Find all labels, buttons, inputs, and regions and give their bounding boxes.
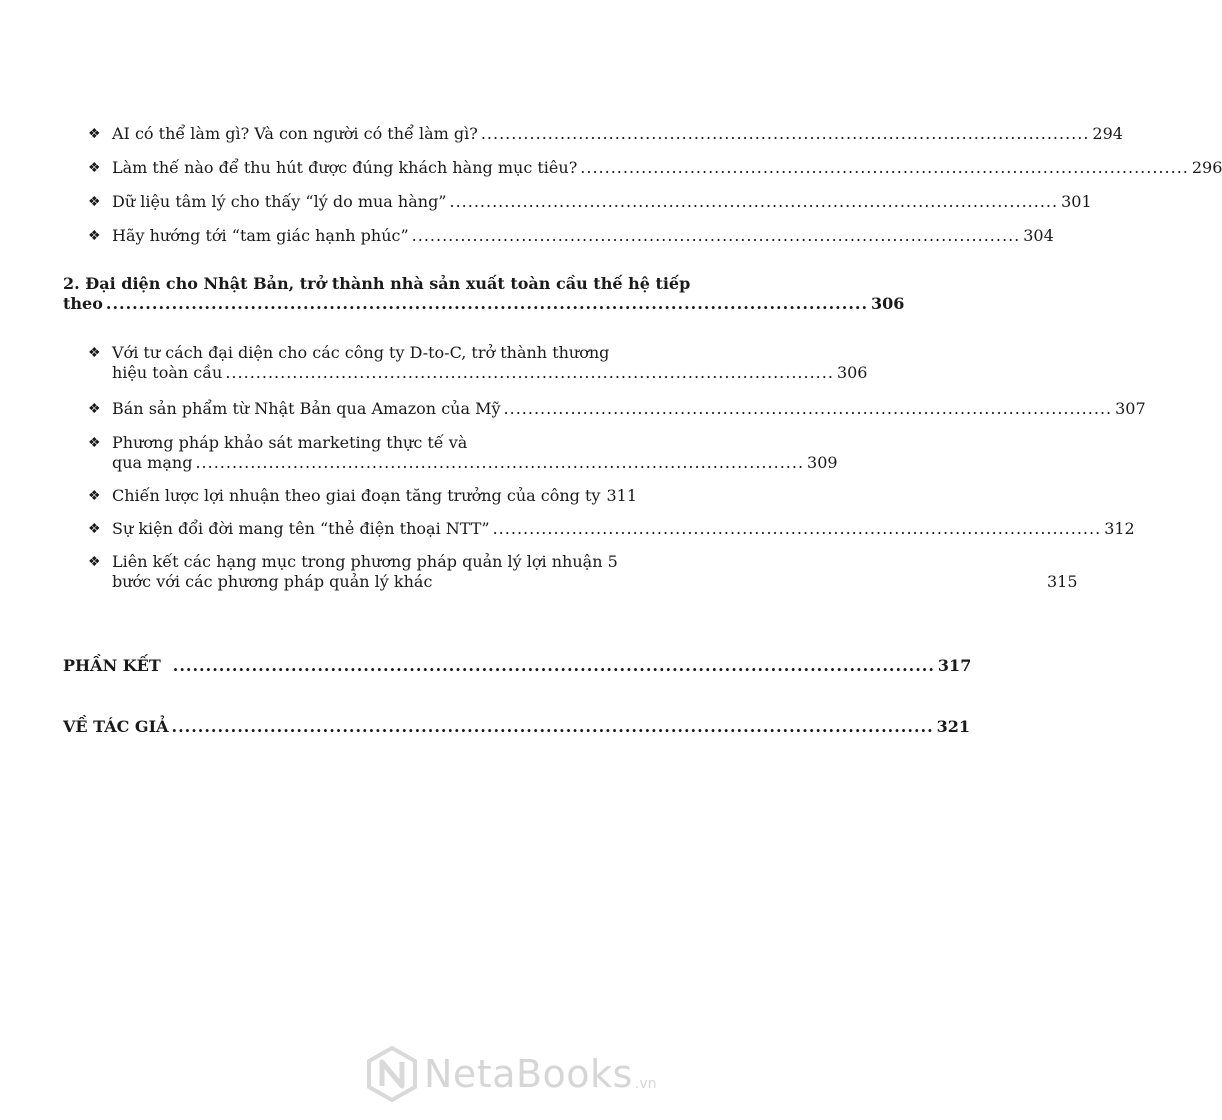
diamond-bullet-icon: ❖: [88, 194, 101, 210]
toc-entry-title: Sự kiện đổi đời mang tên “thẻ điện thoại NTT”: [112, 519, 490, 538]
diamond-bullet-icon: ❖: [88, 126, 101, 142]
leader-dots: ....................................................................................................: [492, 519, 1102, 538]
toc-section-title: VỀ TÁC GIẢ: [63, 717, 169, 736]
diamond-bullet-icon: ❖: [88, 228, 101, 244]
toc-entry[interactable]: [88, 158, 1222, 178]
toc-entry[interactable]: [88, 519, 1135, 539]
toc-page-number: 307: [1115, 399, 1146, 418]
toc-entry-title-cont: hiệu toàn cầu: [112, 363, 223, 382]
toc-entry[interactable]: [88, 486, 638, 506]
toc-entry-title: Hãy hướng tới “tam giác hạnh phúc”: [112, 226, 409, 245]
leader-dots: ....................................................................................................: [449, 192, 1059, 211]
diamond-bullet-icon: ❖: [88, 521, 101, 537]
leader-dots: ....................................................................................................: [503, 399, 1113, 418]
leader-dots: ....................................................................................................: [195, 453, 805, 472]
diamond-bullet-icon: ❖: [88, 401, 101, 417]
toc-entry[interactable]: [88, 399, 1146, 419]
toc-section-heading[interactable]: [63, 717, 971, 737]
toc-page-number: 321: [936, 717, 971, 736]
watermark-brand: NetaBooks: [424, 1052, 633, 1096]
toc-entry-title: Chiến lược lợi nhuận theo giai đoạn tăng trưởng của công ty: [112, 486, 601, 505]
leader-dots: ....................................................................................................: [580, 158, 1189, 177]
toc-section-title-cont: theo: [63, 294, 103, 313]
leader-dots: ....................................................................................................: [225, 363, 834, 382]
toc-section-title: PHẦN KẾT: [63, 656, 161, 675]
toc-page-number: 301: [1061, 192, 1092, 211]
toc-page-number: 304: [1023, 226, 1054, 245]
toc-page-number: 309: [807, 453, 838, 472]
toc-entry[interactable]: [88, 124, 1123, 144]
toc-page-number: 294: [1092, 124, 1123, 143]
toc-entry-title-cont: qua mạng: [112, 453, 193, 472]
toc-entry[interactable]: [88, 343, 868, 383]
toc-page-number: 306: [836, 363, 868, 382]
leader-dots: ....................................................................................................................: [171, 717, 934, 736]
toc-section-heading[interactable]: [63, 274, 905, 314]
toc-page-number: 306: [871, 294, 905, 313]
toc-entry-title: Phương pháp khảo sát marketing thực tế và: [112, 433, 468, 452]
leader-dots: ....................................................................................................: [480, 124, 1090, 143]
toc-page-number: 312: [1104, 519, 1135, 538]
leader-dots: ....................................................................................................: [411, 226, 1021, 245]
toc-entry-title-cont: bước với các phương pháp quản lý khác: [112, 572, 433, 591]
toc-entry-title: Làm thế nào để thu hút được đúng khách hàng mục tiêu?: [112, 158, 578, 177]
netabooks-logo-icon: [366, 1046, 418, 1102]
toc-entry-title: Với tư cách đại diện cho các công ty D-to-C, trở thành thương: [112, 343, 610, 362]
diamond-bullet-icon: ❖: [88, 345, 101, 361]
toc-entry[interactable]: [88, 552, 1078, 592]
diamond-bullet-icon: ❖: [88, 160, 101, 176]
toc-entry-title: AI có thể làm gì? Và con người có thể làm gì?: [112, 124, 478, 143]
toc-section-title: 2. Đại diện cho Nhật Bản, trở thành nhà sản xuất toàn cầu thế hệ tiếp: [63, 274, 691, 293]
watermark-suffix: .vn: [634, 1076, 657, 1092]
toc-entry[interactable]: [88, 433, 838, 473]
leader-dots: ....................................................................................................................: [172, 656, 935, 675]
toc-page-number: 311: [606, 486, 638, 505]
diamond-bullet-icon: ❖: [88, 488, 101, 504]
diamond-bullet-icon: ❖: [88, 435, 101, 451]
toc-entry[interactable]: [88, 226, 1054, 246]
toc-page-number: 315: [1047, 572, 1078, 591]
toc-entry-title: Liên kết các hạng mục trong phương pháp quản lý lợi nhuận 5: [112, 552, 618, 571]
diamond-bullet-icon: ❖: [88, 554, 101, 570]
toc-page-number: 296: [1191, 158, 1222, 177]
leader-dots: ....................................................................................................................: [105, 294, 869, 313]
toc-entry[interactable]: [88, 192, 1092, 212]
toc-page-number: 317: [937, 656, 972, 675]
toc-entry-title: Bán sản phẩm từ Nhật Bản qua Amazon của Mỹ: [112, 399, 501, 418]
toc-section-heading[interactable]: [63, 656, 972, 676]
toc-entry-title: Dữ liệu tâm lý cho thấy “lý do mua hàng”: [112, 192, 447, 211]
watermark: [366, 1044, 686, 1104]
